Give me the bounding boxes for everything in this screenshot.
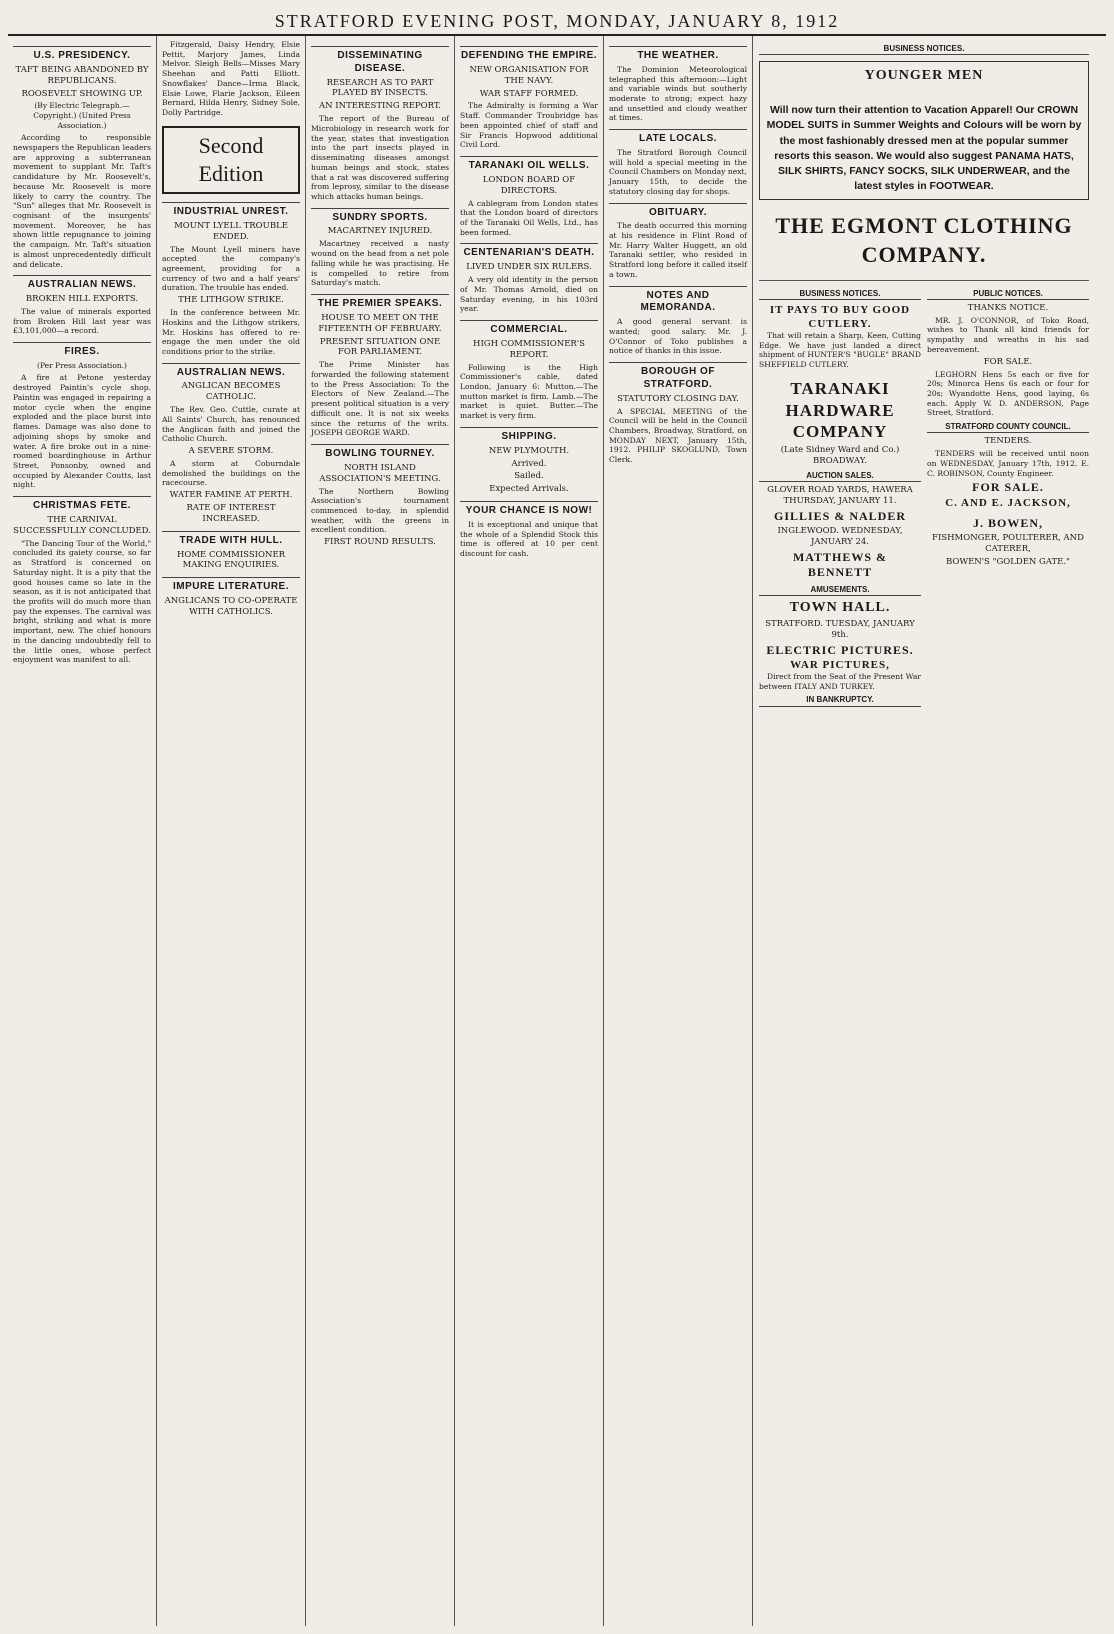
ad-title: C. AND E. JACKSON, — [945, 496, 1071, 509]
ads-subcolumns — [759, 285, 1089, 710]
article-body: The report of the Bureau of Microbiology in research work for the year, states that investigation into the part insects played in disseminating diseases amongst human beings and stock, states that a rat was discovered suffering from leprosy, similar to the disease which attacks human beings. — [311, 114, 449, 201]
section-header: BUSINESS NOTICES. — [759, 289, 921, 300]
masthead: STRATFORD EVENING POST, MONDAY, JANUARY 8, 1912 — [8, 6, 1106, 36]
ad-body: That will retain a Sharp, Keen, Cutting Edge. We have just landed a direct shipment of HUNTER'S "BUGLE" BRAND SHEFFIELD CUTLERY. — [759, 331, 921, 370]
ad-title: ELECTRIC PICTURES. — [766, 642, 914, 657]
article-headline: BOWLING TOURNEY. — [311, 444, 449, 461]
ad-subtitle: FISHMONGER, POULTERER, AND CATERER, — [932, 533, 1084, 555]
article-subhead: AN INTERESTING REPORT. — [319, 101, 441, 112]
article-body: The value of minerals exported from Broken Hill last year was £3,101,000—a record. — [13, 306, 151, 336]
article-subhead: A SEVERE STORM. — [188, 446, 274, 457]
article-headline: CENTENARIAN'S DEATH. — [460, 243, 598, 260]
article-headline: NOTES AND MEMORANDA. — [609, 286, 747, 316]
ad-title: IT PAYS TO BUY GOOD CUTLERY. — [769, 303, 911, 330]
article-body: Macartney received a nasty wound on the head from a net pole falling while he was practising. He is compelled to retire from Saturday's match. — [311, 239, 449, 288]
article-body: According to responsible newspapers the Republican leaders are approving a subterranean movement to supplant Mr. Taft's candidature by Mr. Roosevelt's, because Mr. Roosevelt is more likely to carry the country. The "Sun" alleges that Mr. Roosevelt is cognisant of the insurgents' movement. Moreover, he has shown little repugnance to joining the campaign. Mr. Taft's situation is almost unprecedentedly difficult and delicate. — [13, 133, 151, 269]
article-headline: BOROUGH OF STRATFORD. — [609, 362, 747, 392]
article-subhead: Arrived. — [511, 458, 547, 469]
article-body: A SPECIAL MEETING of the Council will be held in the Council Chambers, Broadway, Stratford, on MONDAY NEXT, January 15th, 1912. PHILIP SKOGLUND, Town Clerk. — [609, 406, 747, 465]
egmont-title: THE EGMONT CLOTHING COMPANY. — [775, 213, 1073, 268]
article-subhead: MOUNT LYELL TROUBLE ENDED. — [174, 220, 288, 242]
article-headline: DISSEMINATING DISEASE. — [311, 46, 449, 76]
article-credit: (By Electric Telegraph.—Copyright.) (United Press Association.) — [33, 101, 131, 130]
article-subhead: THE LITHGOW STRIKE. — [178, 295, 284, 306]
ad-body: MR. J. O'CONNOR, of Toko Road, wishes to Thank all kind friends for sympathy and wreaths in his sad bereavement. — [927, 315, 1089, 354]
ad-body: LEGHORN Hens 5s each or five for 20s; Minorca Hens 6s each or four for 20s; Wyandotte Hens, good laying, 6s each. Apply W. D. ANDERSON, Page Street, Stratford. — [927, 369, 1089, 418]
ad-subtitle: INGLEWOOD. WEDNESDAY, JANUARY 24. — [777, 526, 903, 548]
article-headline: INDUSTRIAL UNREST. — [162, 202, 300, 219]
article-subhead: ROOSEVELT SHOWING UP. — [21, 88, 143, 99]
article-headline: IMPURE LITERATURE. — [162, 577, 300, 594]
ad-title: TARANAKI HARDWARE COMPANY — [785, 378, 895, 442]
ads-left — [759, 285, 921, 710]
article-subhead: THE CARNIVAL SUCCESSFULLY CONCLUDED. — [13, 514, 151, 536]
article-subhead: STATUTORY CLOSING DAY. — [617, 393, 739, 404]
ad-subtitle: THANKS NOTICE. — [967, 302, 1049, 313]
ad-subtitle: BOWEN'S "GOLDEN GATE." — [945, 556, 1071, 567]
article-subhead: HOME COMMISSIONER MAKING ENQUIRIES. — [176, 549, 286, 571]
article-body: The Admiralty is forming a War Staff. Commander Troubridge has been appointed chief of staff and Sir Francis Hopwood additional Civil Lord. — [460, 101, 598, 150]
article-headline: OBITUARY. — [609, 203, 747, 220]
ad-subtitle: FOR SALE. — [983, 356, 1033, 367]
article-body: A fire at Petone yesterday destroyed Paintin's cycle shop. Paintin was engaged in repairing a motor cycle when the engine exploded and the place burst into flames. Damage was also done to adjoining shops by smoke and water. A fire broke out in a nine-roomed boardinghouse in Arthur Street, Ponsonby, owned and occupied by Alexander Coutts, last night. — [13, 373, 151, 490]
article-body: The death occurred this morning at his residence in Flint Road of Mr. Harry Walter Huggett, an old Taranaki settler, who resided in Stratford long before it called itself a town. — [609, 221, 747, 279]
column-2 — [157, 36, 306, 1626]
article-subhead: PRESENT SITUATION ONE FOR PARLIAMENT. — [319, 336, 441, 358]
ad-title: TOWN HALL. — [789, 599, 891, 615]
article-subhead: LONDON BOARD OF DIRECTORS. — [482, 174, 576, 196]
ad-body: Will now turn their attention to Vacation Apparel! Our CROWN MODEL SUITS in Summer Weights and Colours will be worn by the most fashionably dressed men at the popular summer resorts this season. We would also suggest PANAMA HATS, SILK SHIRTS, FANCY SOCKS, SILK UNDERWEAR, and the latest styles in FOOTWEAR. — [766, 104, 1082, 193]
article-body: Fitzgerald, Daisy Hendry, Elsie Pettit, Marjory James, Linda Melvor. Sleigh Bells—Misses Mary Sheehan and Patti Elliott. Snowflakes' Dance—Irma Black, Elsie Lowe, Flarie Jackson, Eileen Bernard, Hilda Henry, Sidney Sole, Dolly Partridge. — [162, 40, 300, 118]
ad-title: J. BOWEN, — [972, 515, 1043, 530]
article-headline: THE PREMIER SPEAKS. — [311, 294, 449, 311]
article-subhead: NEW ORGANISATION FOR THE NAVY. — [469, 64, 589, 86]
article-subhead: NORTH ISLAND ASSOCIATION'S MEETING. — [319, 462, 441, 484]
article-headline: DEFENDING THE EMPIRE. — [460, 46, 598, 63]
article-subhead: FIRST ROUND RESULTS. — [324, 537, 436, 548]
ad-body: TENDERS will be received until noon on WEDNESDAY, January 17th, 1912. E. C. ROBINSON, County Engineer. — [927, 449, 1089, 478]
article-body: The Dominion Meteorological telegraphed this afternoon:—Light and variable winds but southerly moderate to strong; expect hazy and unsettled and cloudy weather at times. — [609, 64, 747, 123]
article-body: Following is the High Commissioner's cable, dated London, January 6: Mutton.—The mutton market is firm. Lamb.—The market is quiet. Butter.—The market is very firm. — [460, 362, 598, 421]
ads-column — [753, 36, 1095, 1626]
article-body: The Prime Minister has forwarded the following statement to the Press Association: To the Electors of New Zealand.—The present political situation is a very difficult one. It is not six weeks since the returns of the writs. JOSEPH GEORGE WARD. — [311, 360, 449, 438]
article-headline: YOUR CHANCE IS NOW! — [460, 501, 598, 518]
section-header: BUSINESS NOTICES. — [759, 44, 1089, 55]
ad-title: WAR PICTURES, — [790, 658, 890, 671]
article-subhead: RESEARCH AS TO PART PLAYED BY INSECTS. — [326, 77, 434, 99]
ad-title: GILLIES & NALDER — [773, 508, 907, 523]
article-headline: THE WEATHER. — [609, 46, 747, 63]
article-subhead: ANGLICAN BECOMES CATHOLIC. — [181, 381, 281, 403]
section-header: STRATFORD COUNTY COUNCIL. — [927, 422, 1089, 433]
article-subhead: WATER FAMINE AT PERTH. — [169, 490, 293, 501]
article-headline: LATE LOCALS. — [609, 129, 747, 146]
article-body: A very old identity in the person of Mr. Thomas Arnold, died on Saturday evening, in his 103rd year. — [460, 275, 598, 314]
article-headline: AUSTRALIAN NEWS. — [13, 275, 151, 292]
younger-men-ad — [759, 61, 1089, 200]
article-body: In the conference between Mr. Hoskins and the Lithgow strikers, Mr. Hoskins has offered to re-engage the men under the old conditions prior to the strike. — [162, 308, 300, 356]
ad-subtitle: STRATFORD. TUESDAY, JANUARY 9th. — [765, 618, 915, 640]
edition-banner: Second Edition — [162, 126, 300, 194]
ad-title: YOUNGER MEN — [864, 68, 984, 84]
article-body: The Northern Bowling Association's tournament commenced to-day, in splendid weather, with the greens in excellent condition. — [311, 486, 449, 535]
article-headline: AUSTRALIAN NEWS. — [162, 363, 300, 380]
article-subhead: Expected Arrivals. — [489, 484, 569, 495]
article-subhead: LIVED UNDER SIX RULERS. — [466, 262, 592, 273]
article-headline: SUNDRY SPORTS. — [311, 208, 449, 225]
article-headline: COMMERCIAL. — [460, 320, 598, 337]
article-body: The Rev. Geo. Cuttle, curate at All Saints' Church, has renounced the Anglican faith and joined the Catholic Church. — [162, 405, 300, 444]
article-headline: U.S. PRESIDENCY. — [13, 46, 151, 63]
article-body: It is exceptional and unique that the whole of a Splendid Stock this time is offered at 10 per cent discount for cash. — [460, 519, 598, 559]
article-body: "The Dancing Tour of the World," concluded its gaiety course, so far as Stratford is concerned on Saturday night. It is a pity that the good houses came so late in the season, as it is not anticipated that the profits will do much more than pay the expenses. The carnival was bright, striking and what is more important, new. The chief honours in the dancing undoubtedly fell to the little ones, whose perfect enjoyment was manifest to all. — [13, 538, 151, 665]
article-body: A cablegram from London states that the London board of directors of the Taranaki Oil Wells, Ltd., has been formed. — [460, 198, 598, 237]
column-3 — [306, 36, 455, 1626]
column-4 — [455, 36, 604, 1626]
ad-subtitle: TENDERS. — [984, 436, 1032, 447]
article-subhead: WAR STAFF FORMED. — [479, 88, 579, 99]
article-headline: FIRES. — [13, 342, 151, 359]
article-body: A storm at Coburndale demolished the buildings on the racecourse. — [162, 458, 300, 488]
article-credit: (Per Press Association.) — [37, 360, 127, 370]
article-body: A good general servant is wanted; good salary. Mr. J. O'Connor of Toko publishes a notice of thanks in this issue. — [609, 317, 747, 356]
ad-title: MATTHEWS & BENNETT — [792, 550, 888, 580]
article-subhead: HOUSE TO MEET ON THE FIFTEENTH OF FEBRUARY. — [318, 312, 442, 334]
ad-body: Direct from the Seat of the Present War between ITALY AND TURKEY. — [759, 672, 921, 691]
column-1 — [8, 36, 157, 1626]
article-subhead: NEW PLYMOUTH. — [488, 445, 570, 456]
article-headline: SHIPPING. — [460, 427, 598, 444]
column-5 — [604, 36, 753, 1626]
article-body: The Stratford Borough Council will hold a special meeting in the Council Chambers on Monday next, January 15th, to decide the statutory closing day for shops. — [609, 147, 747, 196]
article-subhead: TAFT BEING ABANDONED BY REPUBLICANS. — [15, 64, 149, 86]
section-header: AUCTION SALES. — [759, 471, 921, 482]
article-headline: TARANAKI OIL WELLS. — [460, 156, 598, 173]
article-body: The Mount Lyell miners have accepted the company's agreement, providing for a currency of two and a half years' duration. The trouble has ended. — [162, 244, 300, 293]
ad-title: FOR SALE. — [972, 480, 1044, 495]
section-header: IN BANKRUPTCY. — [759, 695, 921, 706]
ads-right — [927, 285, 1089, 710]
columns — [8, 36, 1106, 1626]
ad-subtitle: GLOVER ROAD YARDS, HAWERA THURSDAY, JANUARY 11. — [767, 485, 913, 507]
article-subhead: ANGLICANS TO CO-OPERATE WITH CATHOLICS. — [164, 596, 298, 617]
section-header: PUBLIC NOTICES. — [927, 289, 1089, 300]
article-headline: TRADE WITH HULL. — [162, 531, 300, 548]
article-subhead: RATE OF INTEREST INCREASED. — [186, 503, 276, 524]
article-subhead: HIGH COMMISSIONER'S REPORT. — [473, 338, 585, 360]
ad-subtitle: (Late Sidney Ward and Co.) BROADWAY. — [780, 445, 900, 467]
section-header: AMUSEMENTS. — [759, 585, 921, 596]
article-headline: CHRISTMAS FETE. — [13, 496, 151, 513]
article-subhead: MACARTNEY INJURED. — [327, 226, 433, 237]
article-subhead: Sailed. — [514, 471, 544, 482]
divider — [759, 280, 1089, 281]
article-subhead: BROKEN HILL EXPORTS. — [25, 294, 139, 305]
